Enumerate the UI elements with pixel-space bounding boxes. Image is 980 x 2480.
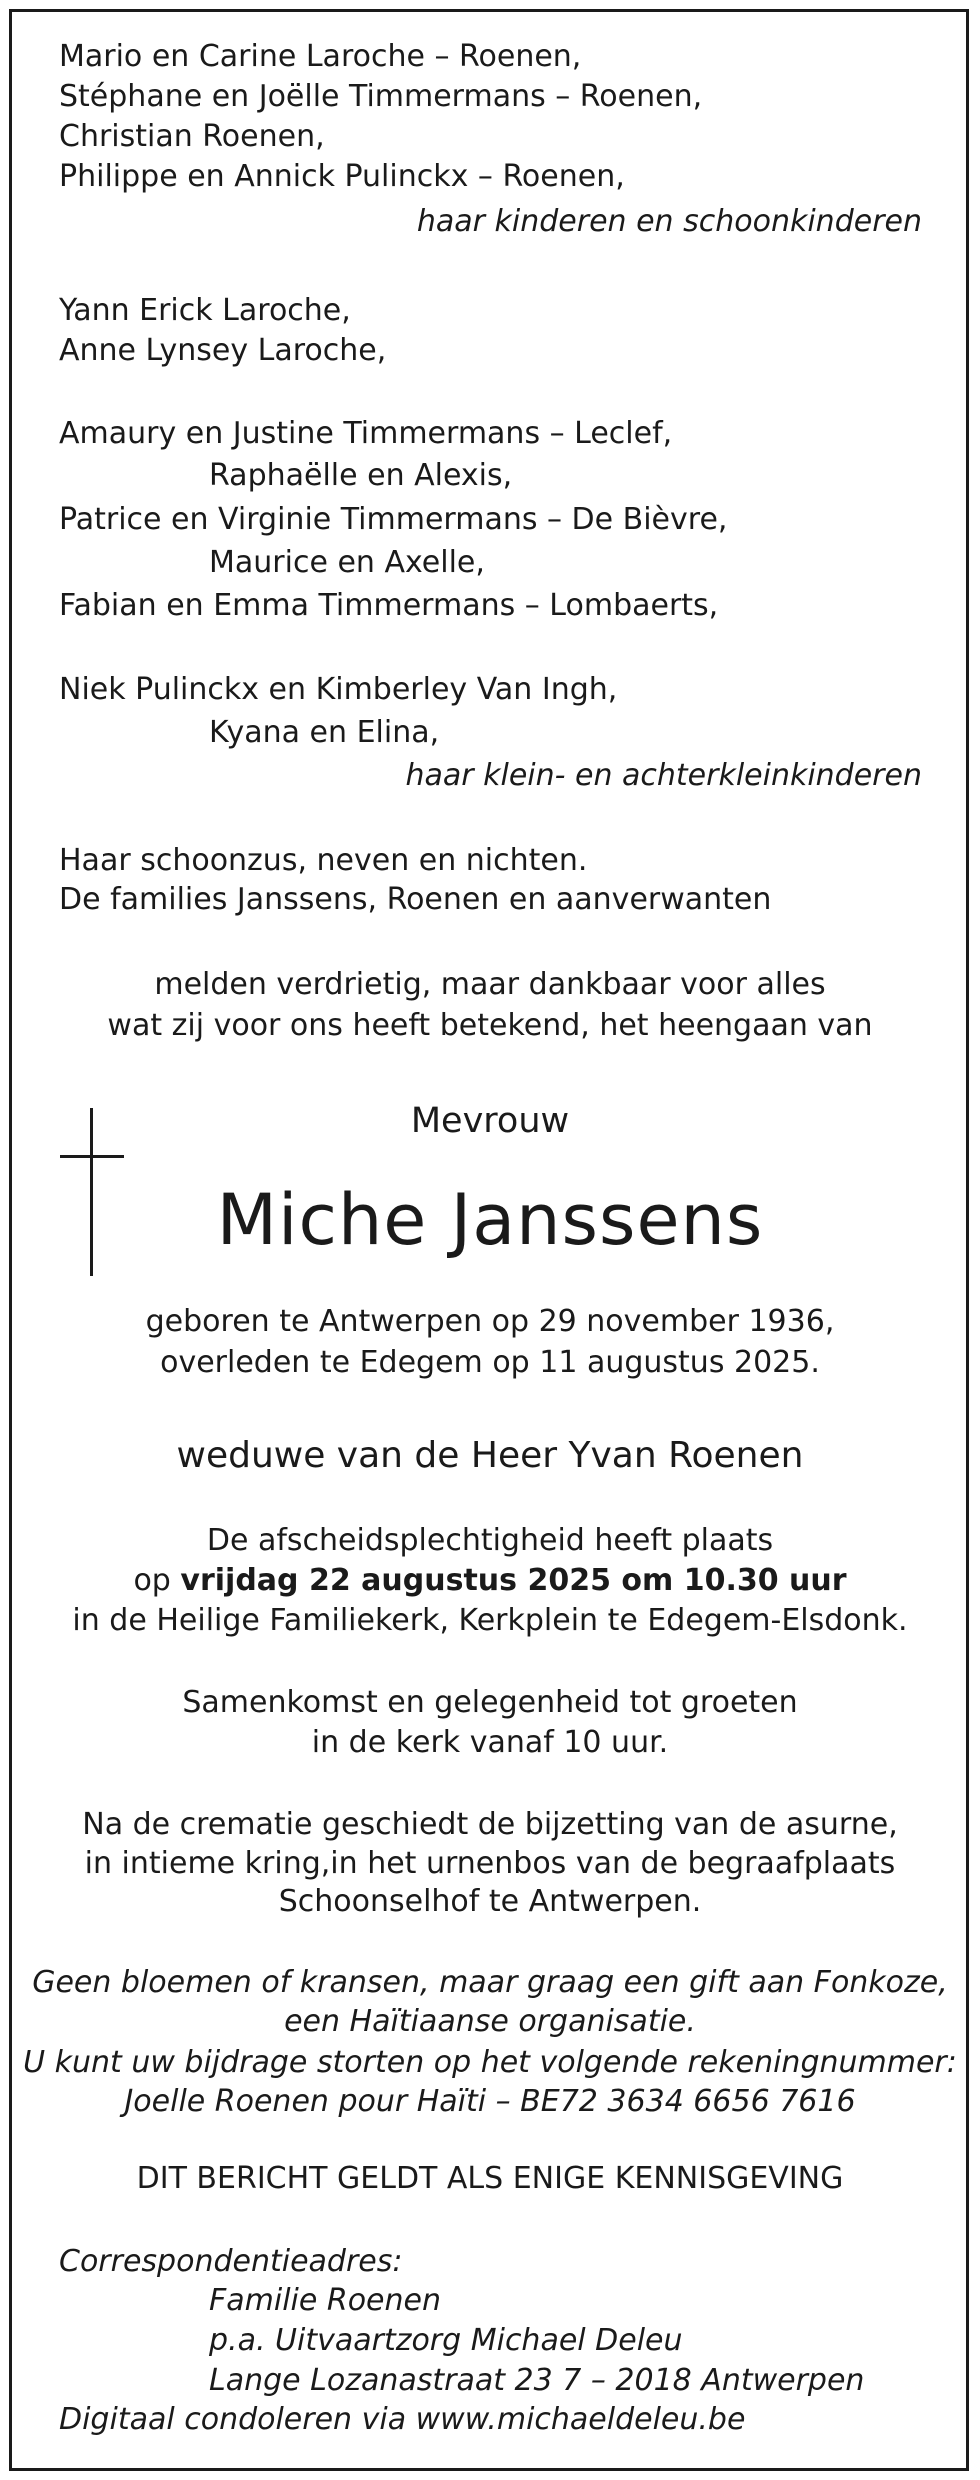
donation-line: Geen bloemen of kransen, maar graag een gift aan Fonkoze,: [32, 1965, 948, 2000]
widow-line: weduwe van de Heer Yvan Roenen: [176, 1435, 804, 1476]
donation-line: U kunt uw bijdrage storten op het volgende rekeningnummer:: [23, 2045, 957, 2080]
family-line: Stéphane en Joëlle Timmermans – Roenen,: [59, 79, 703, 114]
family-line: Kyana en Elina,: [209, 715, 440, 750]
burial-line: in intieme kring,in het urnenbos van de begraafplaats: [84, 1846, 896, 1881]
condolence-link[interactable]: Digitaal condoleren via www.michaeldeleu.be: [59, 2402, 746, 2437]
ceremony-line: De afscheidsplechtigheid heeft plaats: [206, 1523, 774, 1558]
family-line: Christian Roenen,: [59, 119, 325, 154]
gathering-line: Samenkomst en gelegenheid tot groeten: [182, 1685, 798, 1720]
birth-line: geboren te Antwerpen op 29 november 1936,: [145, 1304, 835, 1339]
family-line: Mario en Carine Laroche – Roenen,: [59, 39, 582, 74]
family-line: Niek Pulinckx en Kimberley Van Ingh,: [59, 672, 618, 707]
correspondence-line: p.a. Uitvaartzorg Michael Deleu: [209, 2323, 683, 2358]
salutation: Mevrouw: [410, 1101, 570, 1141]
ceremony-line: in de Heilige Familiekerk, Kerkplein te Edegem-Elsdonk.: [72, 1603, 908, 1638]
deceased-name: Miche Janssens: [216, 1179, 764, 1261]
family-line: Haar schoonzus, neven en nichten.: [59, 843, 588, 878]
sole-notice: DIT BERICHT GELDT ALS ENIGE KENNISGEVING: [136, 2161, 844, 2196]
burial-line: Schoonselhof te Antwerpen.: [278, 1884, 702, 1919]
family-line: De families Janssens, Roenen en aanverwanten: [59, 882, 772, 917]
announcement-line: wat zij voor ons heeft betekend, het heengaan van: [107, 1008, 873, 1043]
family-line: Fabian en Emma Timmermans – Lombaerts,: [59, 588, 719, 623]
cross-icon-bar: [60, 1155, 124, 1158]
family-line: Maurice en Axelle,: [209, 545, 485, 580]
announcement-line: melden verdrietig, maar dankbaar voor alles: [154, 967, 826, 1002]
correspondence-line: Familie Roenen: [209, 2283, 442, 2318]
correspondence-line: Lange Lozanastraat 23 7 – 2018 Antwerpen: [209, 2363, 865, 2398]
donation-line: Joelle Roenen pour Haïti – BE72 3634 6656 7616: [124, 2084, 856, 2119]
ceremony-date-line: [0, 1561, 980, 1601]
family-line: Anne Lynsey Laroche,: [59, 333, 387, 368]
gathering-line: in de kerk vanaf 10 uur.: [311, 1725, 669, 1760]
grandchildren-label: haar klein- en achterkleinkinderen: [405, 758, 922, 793]
death-line: overleden te Edegem op 11 augustus 2025.: [160, 1345, 820, 1380]
family-line: Philippe en Annick Pulinckx – Roenen,: [59, 159, 625, 194]
donation-line: een Haïtiaanse organisatie.: [284, 2004, 696, 2039]
ceremony-prefix: op: [133, 1563, 171, 1598]
family-line: Amaury en Justine Timmermans – Leclef,: [59, 416, 673, 451]
children-label: haar kinderen en schoonkinderen: [416, 204, 922, 239]
burial-line: Na de crematie geschiedt de bijzetting van de asurne,: [82, 1807, 898, 1842]
ceremony-datetime: vrijdag 22 augustus 2025 om 10.30 uur: [180, 1563, 847, 1598]
correspondence-label: Correspondentieadres:: [59, 2244, 403, 2279]
family-line: Raphaëlle en Alexis,: [209, 458, 513, 493]
family-line: Patrice en Virginie Timmermans – De Bièvre,: [59, 502, 728, 537]
family-line: Yann Erick Laroche,: [59, 293, 351, 328]
